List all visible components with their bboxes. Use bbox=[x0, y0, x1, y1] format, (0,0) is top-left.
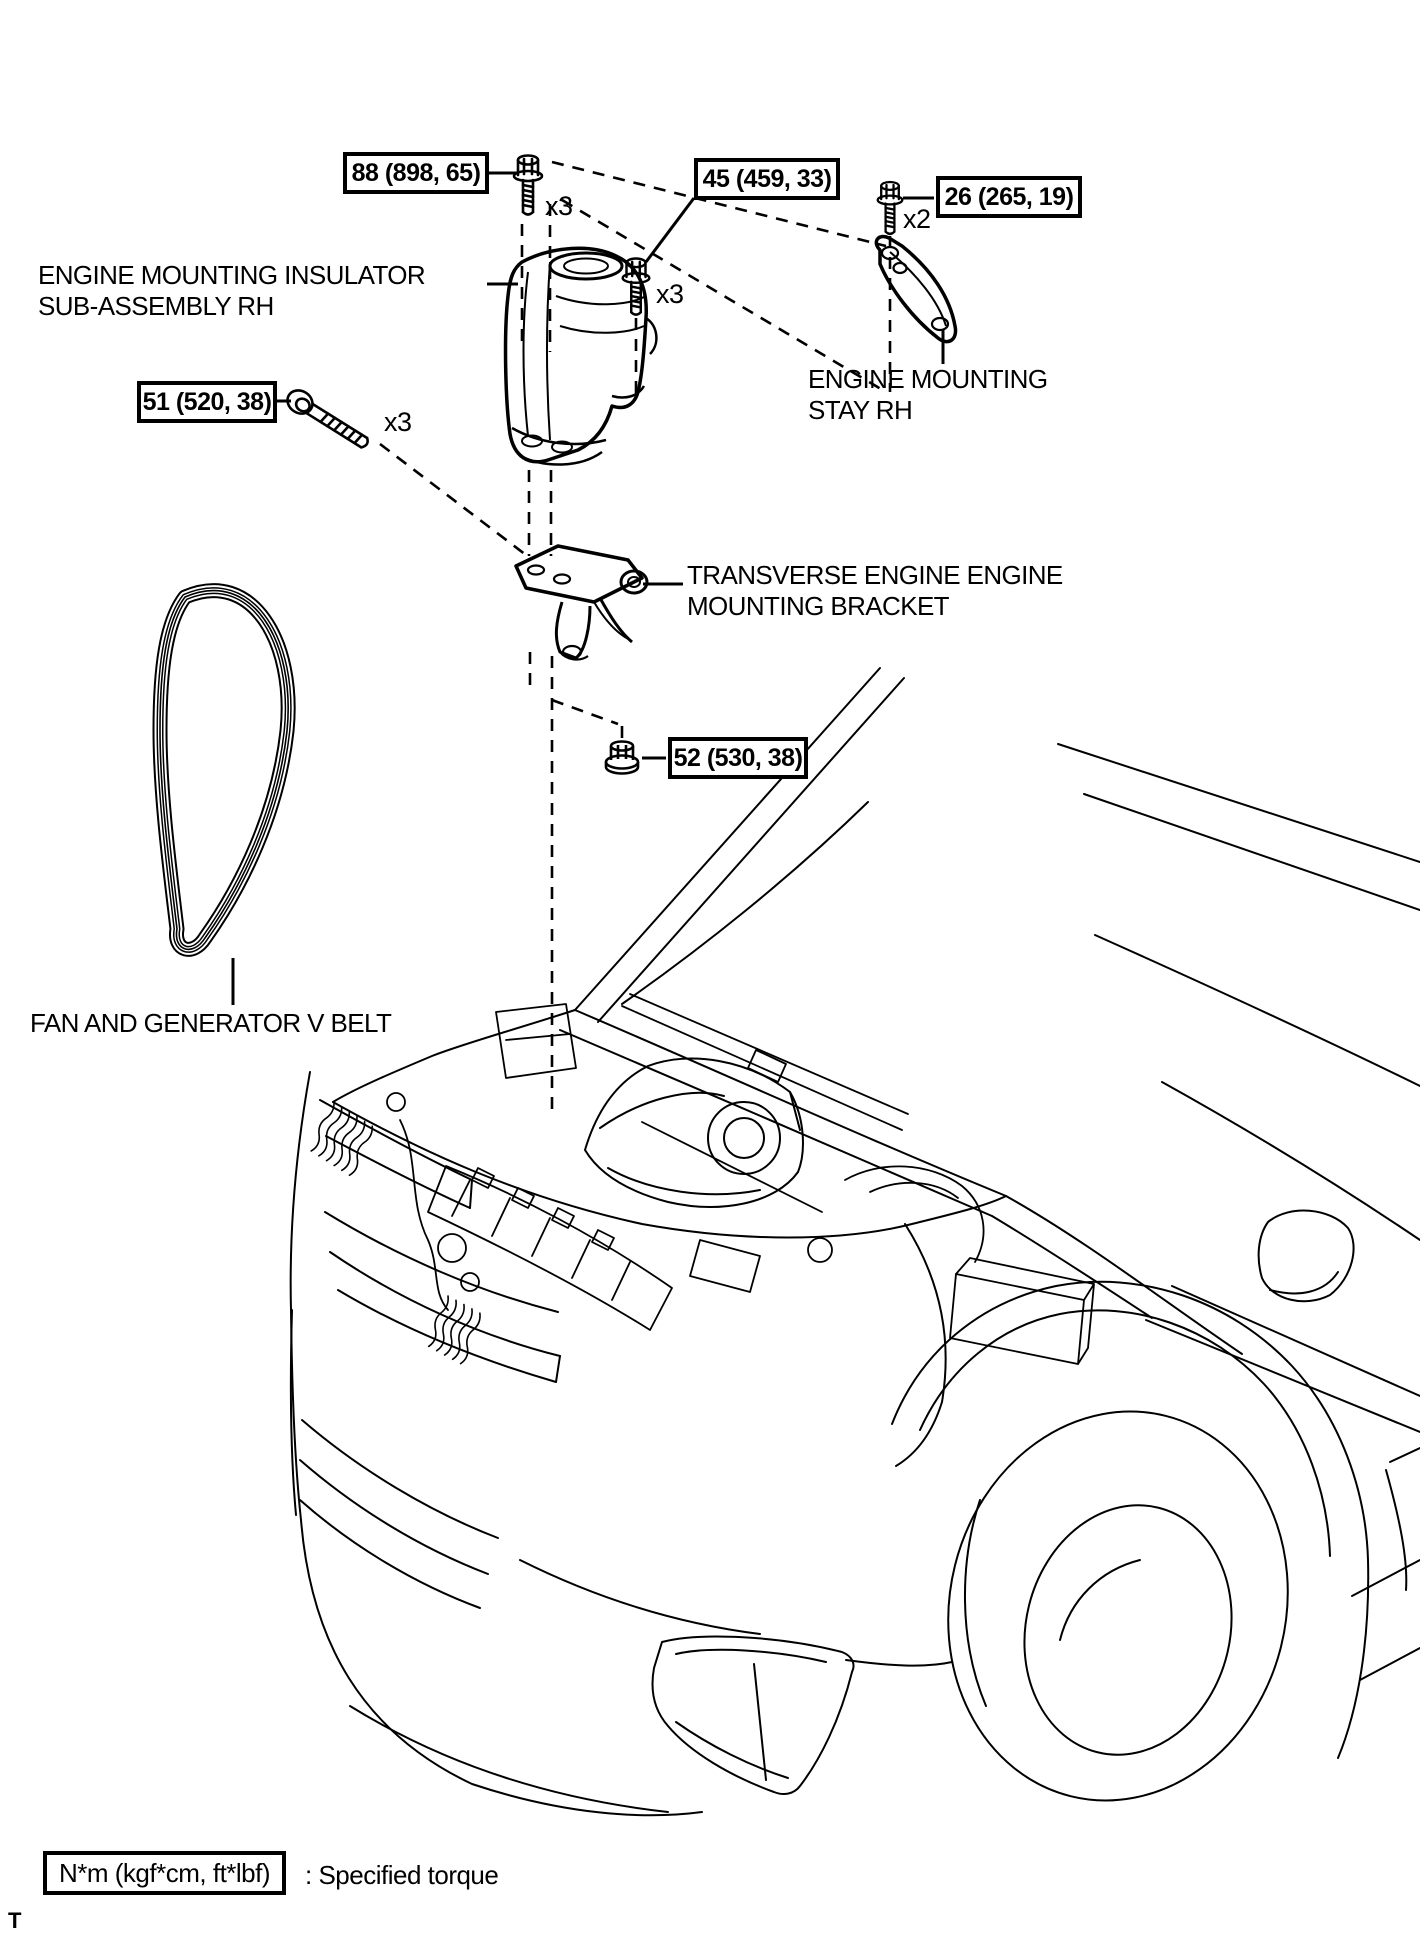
quantity-label-x3-bolt51: x3 bbox=[384, 407, 412, 437]
fog-lamp-drawing bbox=[653, 1637, 854, 1794]
label-line: FAN AND GENERATOR V BELT bbox=[30, 1008, 392, 1038]
label-line: SUB-ASSEMBLY RH bbox=[38, 291, 274, 321]
quantity-label-x2-bolt26: x2 bbox=[903, 204, 931, 234]
torque-box-26: 26 (265, 19) bbox=[936, 176, 1082, 218]
legend-unit-box: N*m (kgf*cm, ft*lbf) bbox=[43, 1851, 286, 1895]
front-wheel-drawing bbox=[892, 1282, 1368, 1837]
bolt-88-icon bbox=[514, 156, 542, 215]
bolt-26-icon bbox=[878, 182, 903, 234]
label-line: ENGINE MOUNTING bbox=[808, 364, 1048, 394]
label-engine-mounting-insulator bbox=[38, 260, 425, 322]
insulator-part-drawing bbox=[506, 248, 657, 464]
side-mirror-drawing bbox=[1259, 1211, 1354, 1302]
headlamp-drawing bbox=[585, 1058, 803, 1206]
stay-part-drawing bbox=[876, 237, 955, 342]
label-transverse-bracket bbox=[687, 560, 1063, 622]
label-line: TRANSVERSE ENGINE ENGINE bbox=[687, 560, 1063, 590]
quantity-label-x3-bolt45: x3 bbox=[656, 279, 684, 309]
legend-description: : Specified torque bbox=[305, 1860, 499, 1890]
torque-box-51: 51 (520, 38) bbox=[137, 381, 277, 423]
engine-bay-drawing bbox=[387, 994, 1094, 1364]
car-drawing bbox=[291, 668, 1420, 1837]
torque-box-45: 45 (459, 33) bbox=[694, 158, 840, 200]
bracket-part-drawing bbox=[516, 546, 647, 659]
quantity-label-x3-bolt88: x3 bbox=[545, 191, 573, 221]
label-line: STAY RH bbox=[808, 395, 913, 425]
nut-52-icon bbox=[606, 742, 638, 774]
label-line: MOUNTING BRACKET bbox=[687, 591, 949, 621]
bolt-51-icon bbox=[283, 386, 373, 453]
torque-box-88: 88 (898, 65) bbox=[343, 152, 489, 194]
label-line: ENGINE MOUNTING INSULATOR bbox=[38, 260, 426, 290]
label-engine-mounting-stay bbox=[808, 364, 1047, 426]
v-belt-drawing bbox=[160, 591, 288, 950]
page-corner-mark: T bbox=[8, 1908, 22, 1933]
label-fan-generator-v-belt bbox=[30, 1008, 391, 1039]
torque-box-52: 52 (530, 38) bbox=[668, 737, 808, 779]
